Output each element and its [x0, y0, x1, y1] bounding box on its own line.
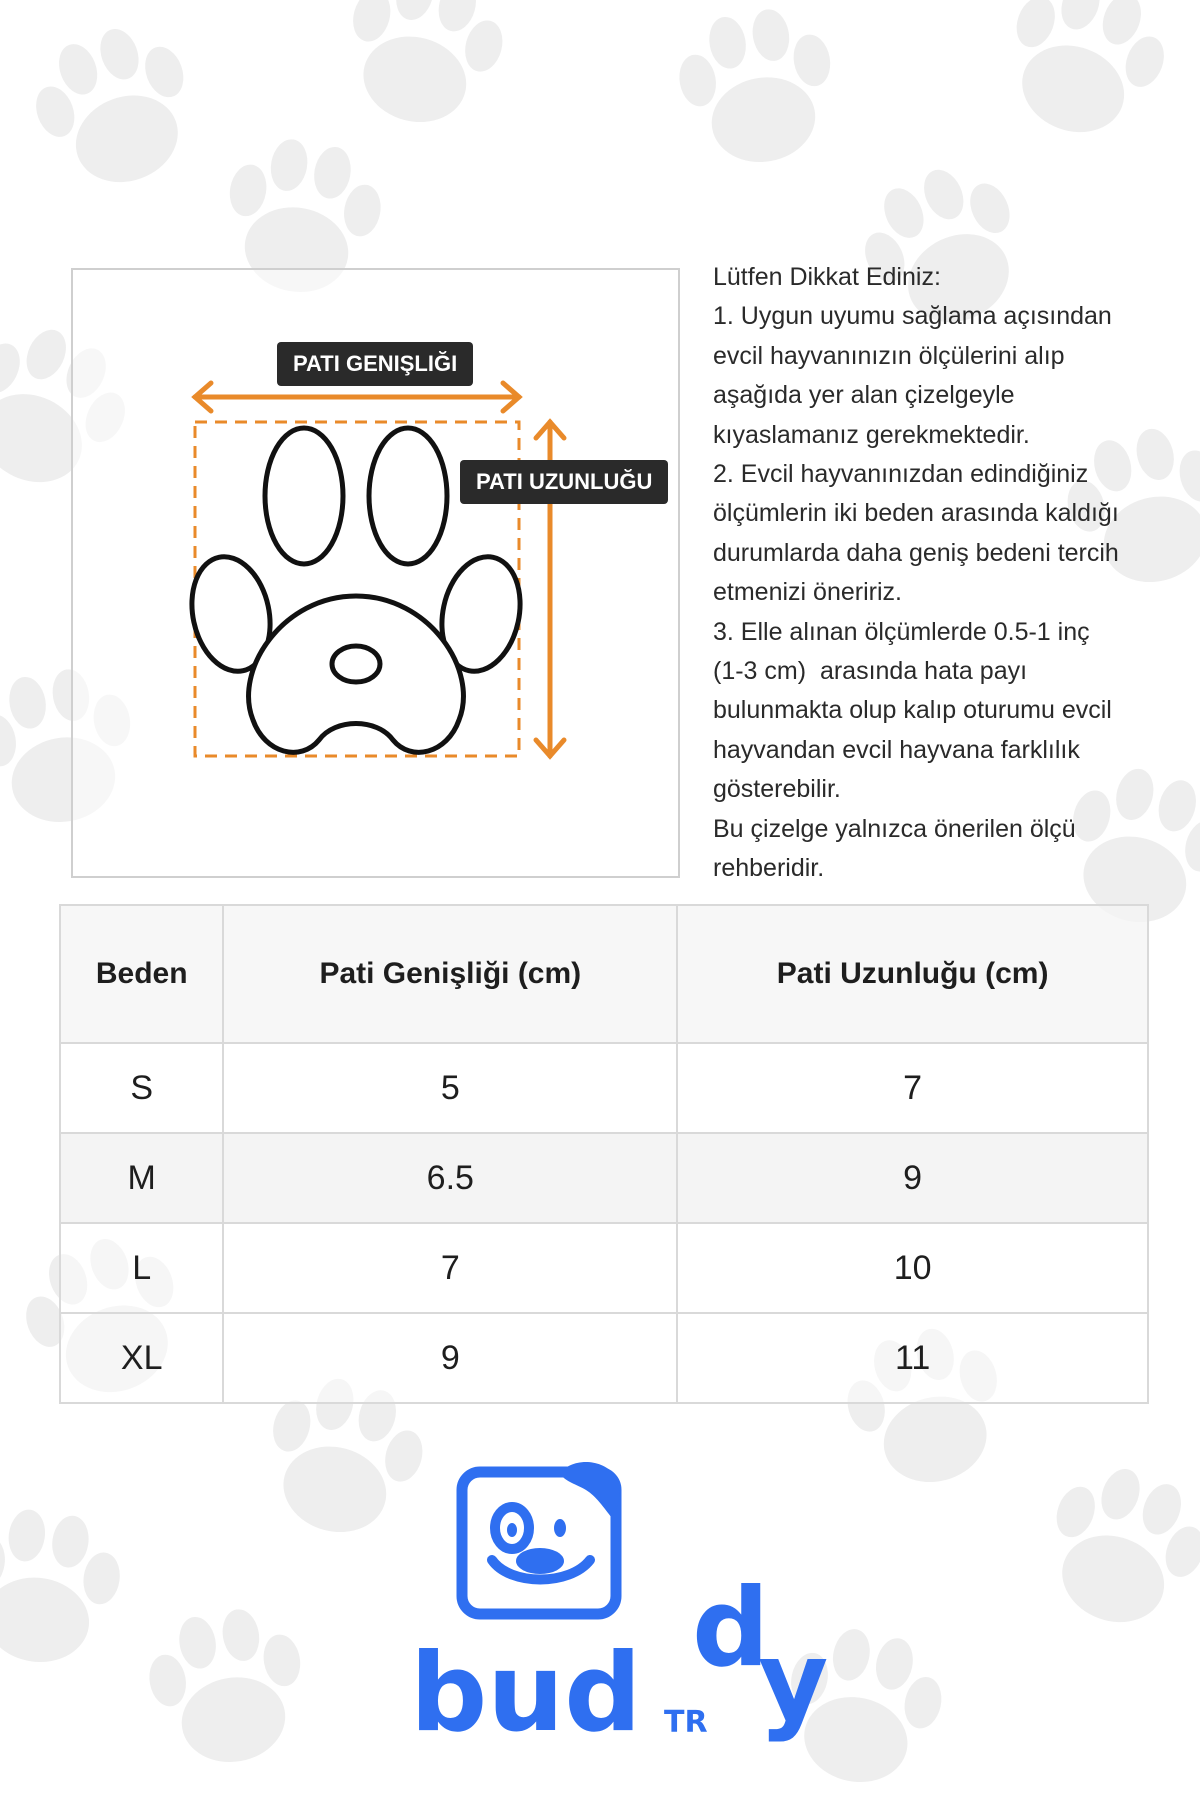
- paw-width-label: PATI GENIŞLIĞI: [277, 342, 473, 386]
- notes-line: ölçümlerin iki beden arasında kaldığı: [713, 499, 1119, 528]
- size-chart-table: [59, 904, 1149, 1404]
- notes-line: Lütfen Dikkat Ediniz:: [713, 263, 941, 291]
- cell-paw-length: 10: [677, 1223, 1148, 1313]
- cell-size: XL: [60, 1313, 223, 1403]
- notes-line: evcil hayvanınızın ölçülerini alıp: [713, 341, 1065, 370]
- notes-line: hayvandan evcil hayvana farklılık: [713, 735, 1080, 764]
- notes-line: kıyaslamanız gerekmektedir.: [713, 420, 1030, 449]
- header-paw-width: Pati Genişliği (cm): [223, 905, 677, 1043]
- notes-line: gösterebilir.: [713, 775, 841, 804]
- notes-line: 1. Uygun uyumu sağlama açısından: [713, 302, 1112, 331]
- table-row: [60, 1223, 1148, 1313]
- buddy-tr-logo: [400, 1460, 870, 1770]
- header-size: Beden: [60, 905, 223, 1043]
- logo-letter-d: d: [692, 1566, 770, 1691]
- cell-paw-width: 5: [223, 1043, 677, 1133]
- cell-paw-width: 9: [223, 1313, 677, 1403]
- header-paw-length: Pati Uzunluğu (cm): [677, 905, 1148, 1043]
- cell-paw-width: 6.5: [223, 1133, 677, 1223]
- notes-line: (1-3 cm) arasında hata payı: [713, 657, 1028, 686]
- dog-face-icon: [462, 1462, 620, 1614]
- cell-paw-length: 11: [677, 1313, 1148, 1403]
- notes-line: aşağıda yer alan çizelgeyle: [713, 381, 1015, 410]
- paw-length-label: PATI UZUNLUĞU: [460, 460, 668, 504]
- table-row: [60, 1043, 1148, 1133]
- logo-word-bud: bud: [410, 1631, 642, 1756]
- cell-size: L: [60, 1223, 223, 1313]
- logo-letter-y: y: [758, 1619, 829, 1744]
- table-row: [60, 1133, 1148, 1223]
- cell-size: M: [60, 1133, 223, 1223]
- width-arrow: [195, 383, 519, 411]
- notes-line: etmenizi öneririz.: [713, 578, 902, 607]
- notes-line: rehberidir.: [713, 854, 825, 883]
- paw-measurement-diagram: [71, 268, 680, 878]
- cell-size: S: [60, 1043, 223, 1133]
- table-header-row: [60, 905, 1148, 1043]
- notes-line: bulunmakta olup kalıp oturumu evcil: [713, 696, 1112, 725]
- cell-paw-length: 9: [677, 1133, 1148, 1223]
- notes-line: Bu çizelge yalnızca önerilen ölçü: [713, 814, 1076, 843]
- notes-line: 2. Evcil hayvanınızdan edindiğiniz: [713, 460, 1089, 489]
- cell-paw-length: 7: [677, 1043, 1148, 1133]
- logo-suffix-tr: TR: [664, 1705, 708, 1740]
- table-row: [60, 1313, 1148, 1403]
- notes-line: durumlarda daha geniş bedeni tercih: [713, 538, 1119, 567]
- attention-notes: [713, 258, 1188, 889]
- cell-paw-width: 7: [223, 1223, 677, 1313]
- notes-line: 3. Elle alınan ölçümlerde 0.5-1 inç: [713, 617, 1090, 646]
